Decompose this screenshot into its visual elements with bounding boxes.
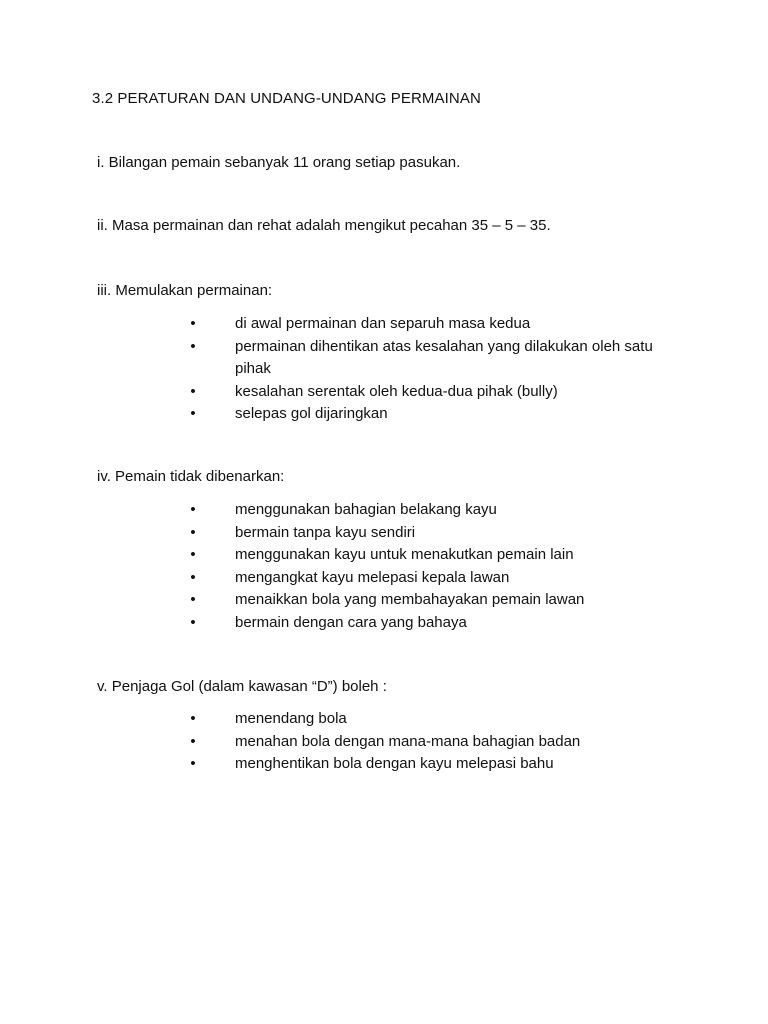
list-item: • menghentikan bola dengan kayu melepasi bahu — [186, 753, 686, 776]
bullet-icon: • — [190, 337, 196, 355]
bullet-icon: • — [190, 546, 196, 563]
rule-ii: ii. Masa permainan dan rehat adalah mengikut pecahan 35 – 5 – 35. — [97, 217, 551, 234]
bullet-icon: • — [190, 382, 196, 400]
rule-iv: iv. Pemain tidak dibenarkan: — [97, 468, 285, 485]
list-item: • bermain dengan cara yang bahaya — [186, 612, 686, 635]
list-item: • menggunakan kayu untuk menakutkan pemain lain — [186, 544, 686, 567]
section-heading: 3.2 PERATURAN DAN UNDANG-UNDANG PERMAINAN — [92, 90, 481, 107]
bullet-icon: • — [190, 405, 196, 422]
rule-i: i. Bilangan pemain sebanyak 11 orang setiap pasukan. — [97, 154, 461, 171]
list-item: • kesalahan serentak oleh kedua-dua pihak (bully) — [186, 381, 686, 404]
bullet-icon: • — [190, 315, 196, 332]
bullet-icon: • — [190, 591, 196, 608]
bullet-icon: • — [190, 568, 196, 586]
rule-iv-list — [186, 499, 686, 634]
list-item: • menendang bola — [186, 708, 686, 731]
bullet-icon: • — [190, 710, 196, 727]
rule-v: v. Penjaga Gol (dalam kawasan “D”) boleh : — [97, 678, 387, 695]
list-item: • menahan bola dengan mana-mana bahagian badan — [186, 731, 686, 754]
list-item: • di awal permainan dan separuh masa kedua — [186, 313, 686, 336]
bullet-icon: • — [190, 613, 196, 631]
rule-v-list — [186, 708, 686, 776]
list-item: • selepas gol dijaringkan — [186, 403, 686, 426]
list-item: • menaikkan bola yang membahayakan pemain lawan — [186, 589, 686, 612]
bullet-icon: • — [190, 523, 196, 541]
list-item: • menggunakan bahagian belakang kayu — [186, 499, 686, 522]
bullet-icon: • — [190, 755, 196, 772]
list-item: • mengangkat kayu melepasi kepala lawan — [186, 567, 686, 590]
rule-iii-list — [186, 313, 686, 426]
list-item: • permainan dihentikan atas kesalahan yang dilakukan oleh satu pihak — [186, 336, 686, 381]
list-item: • bermain tanpa kayu sendiri — [186, 522, 686, 545]
rule-iii: iii. Memulakan permainan: — [97, 282, 273, 299]
bullet-icon: • — [190, 732, 196, 750]
bullet-icon: • — [190, 501, 196, 518]
